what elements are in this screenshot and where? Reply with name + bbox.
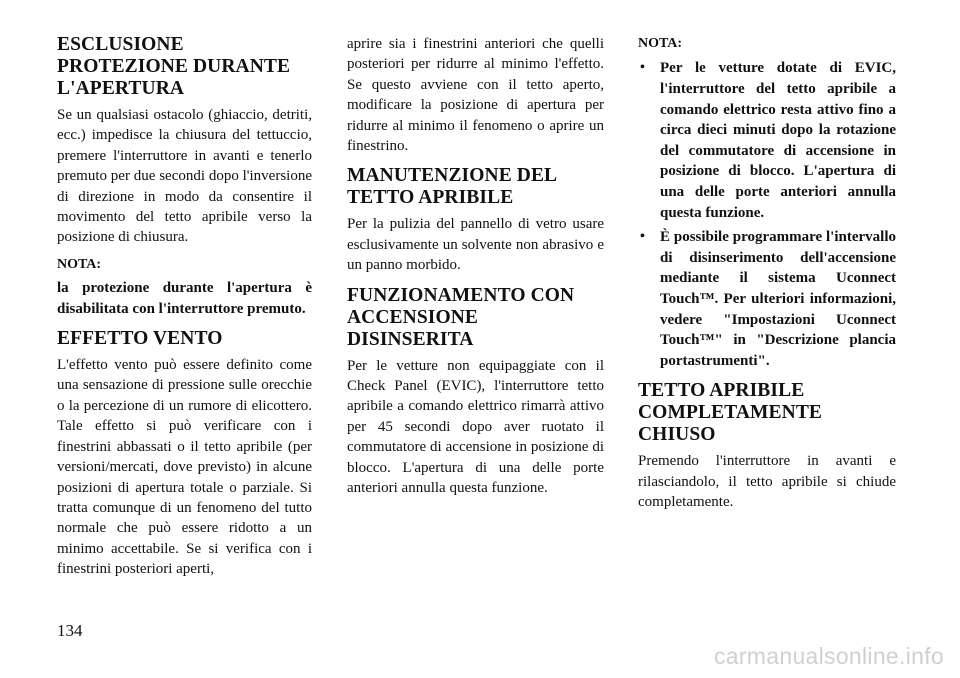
paragraph-effetto-vento-continued: aprire sia i finestrini anteriori che quelli posteriori per ridurre al minimo l'effetto. Se questo avviene con il tetto aperto, modificare la posizione di apertura per ridurre al minimo il fenomeno o aprire un finestrino. [347,36,604,155]
heading-funzionamento: FUNZIONAMENTO CON ACCENSIONE DISINSERITA [347,284,575,350]
nota-bullet-list [638,58,896,371]
column-right [638,34,896,513]
paragraph-effetto-vento: L'effetto vento può essere definito come una sensazione di pressione sulle orecchie o la percezione di un rumore di elicottero. Tale effetto si può verificare con i finestrini abbassati o il tetto apribile (per versioni/mercati, dove previsto) in alcune posizioni di apertura totale o parziale. Si tratta comunque di un fenomeno del tutto normale che può essere ridotto a un minimo accettabile. Se si verifica con i finestrini posteriori aperti, [57,357,312,578]
nota-text: la protezione durante l'apertura è disabilitata con l'interruttore premuto. [57,280,312,317]
list-item-text: È possibile programmare l'intervallo di disinserimento dell'accensione mediante il sistema Uconnect Touch™. Per ulteriori informazioni, vedere "Impostazioni Uconnect Touch™" in "Descrizione plancia portastrumenti". [660,229,896,369]
heading-tetto-chiuso: TETTO APRIBILE COMPLETAMENTE CHIUSO [638,380,823,446]
page-number: 134 [57,621,83,640]
heading-effetto-vento: EFFETTO VENTO [57,328,223,350]
paragraph-funzionamento: Per le vetture non equipaggiate con il Check Panel (EVIC), l'interruttore tetto apribile a comando elettrico rimarrà attivo per 45 secondi dopo aver ruotato il commutatore di accensione in posizione di blocco. L'apertura di una delle porte anteriori annulla questa funzione. [347,357,604,497]
paragraph-tetto-chiuso: Premendo l'interruttore in avanti e rilasciandolo, il tetto apribile si chiude completamente. [638,453,896,511]
list-item [638,227,896,371]
heading-esclusione-protezione: ESCLUSIONE PROTEZIONE DURANTE L'APERTURA [57,34,291,99]
paragraph-manutenzione: Per la pulizia del pannello di vetro usare esclusivamente un solvente non abrasivo e un panno morbido. [347,216,604,274]
column-middle [347,34,604,499]
nota-label: NOTA: [638,36,683,51]
list-item [638,58,896,223]
bullet-icon: • [640,60,645,76]
list-item-text: Per le vetture dotate di EVIC, l'interruttore del tetto apribile a comando elettrico resta attivo fino a circa dieci minuti dopo la rotazione del commutatore di accensione in posizione di blocco. L'apertura di una delle porte anteriori annulla questa funzione. [660,60,896,221]
column-left [57,34,312,580]
bullet-icon: • [640,229,645,245]
nota-label: NOTA: [57,256,102,272]
paragraph-esclusione: Se un qualsiasi ostacolo (ghiaccio, detriti, ecc.) impedisce la chiusura del tettuccio, premere l'interruttore in avanti e tenerlo premuto per due secondi dopo l'inversione di direzione in modo da consentire il movimento del tetto apribile verso la posizione di chiusura. [57,107,312,246]
watermark: carmanualsonline.info [713,643,944,669]
heading-manutenzione: MANUTENZIONE DEL TETTO APRIBILE [347,165,557,209]
